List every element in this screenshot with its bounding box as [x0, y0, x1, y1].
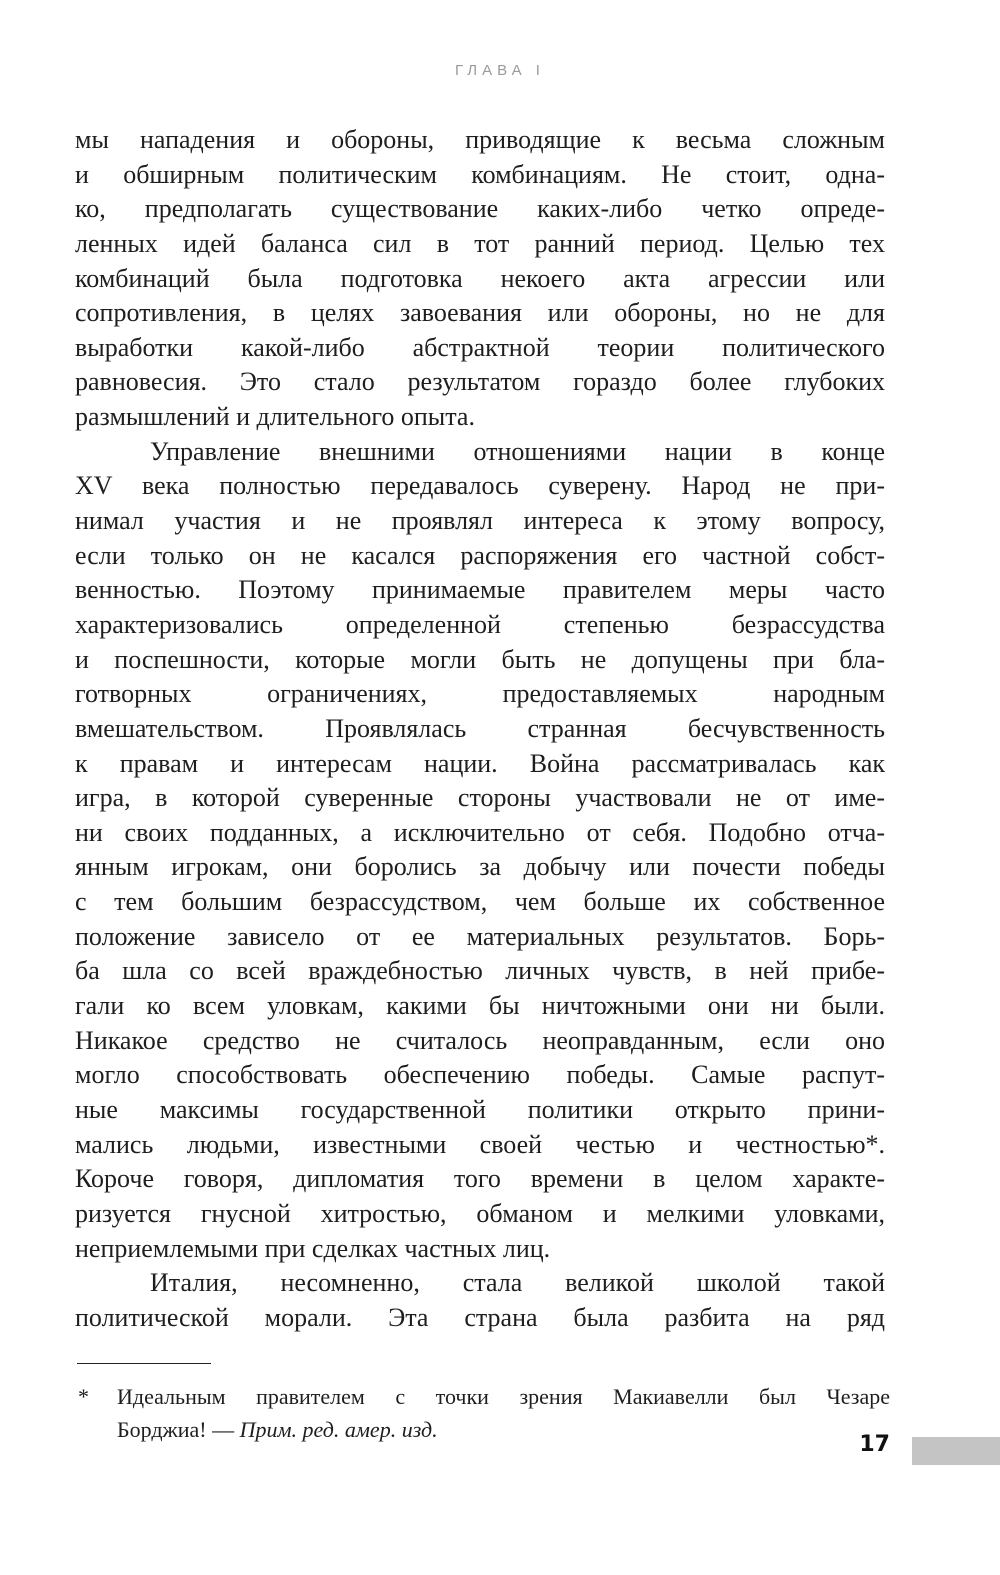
footnote-line — [75, 1413, 890, 1446]
text-line: ба шла со всей враждебностью личных чувств, в ней прибе- — [75, 956, 885, 986]
text-line: положение зависело от ее материальных результатов. Борь- — [75, 921, 885, 951]
running-head: ГЛАВА I — [455, 62, 545, 79]
text-line: размышлений и длительного опыта. — [75, 402, 475, 432]
text-line: и обширным политическим комбинациям. Не стоит, одна- — [75, 159, 885, 189]
text-line: XV века полностью передавалось суверену. Народ не при- — [75, 471, 885, 501]
text-line: политической морали. Эта страна была разбита на ряд — [75, 1302, 885, 1332]
text-line: могло способствовать обеспечению победы. Самые распут- — [75, 1060, 885, 1090]
text-line: ни своих подданных, а исключительно от себя. Подобно отча- — [75, 817, 885, 847]
footnote-line: Идеальным правителем с точки зрения Макиавелли был Чезаре — [117, 1384, 890, 1409]
text-line: равновесия. Это стало результатом гораздо более глубоких — [75, 367, 885, 397]
text-line: готворных ограничениях, предоставляемых народным — [75, 679, 885, 709]
text-line: нимал участия и не проявлял интереса к этому вопросу, — [75, 506, 885, 536]
text-line: сопротивления, в целях завоевания или обороны, но не для — [75, 298, 885, 328]
text-line: вмешательством. Проявлялась странная бесчувственность — [75, 713, 885, 743]
text-line: игра, в которой суверенные стороны участвовали не от име- — [75, 783, 885, 813]
text-line: и поспешности, которые могли быть не допущены при бла- — [75, 644, 885, 674]
paragraph-first-line: Управление внешними отношениями нации в конце — [150, 436, 885, 466]
body-text — [75, 123, 885, 1335]
text-line: венностью. Поэтому принимаемые правителем меры часто — [75, 575, 885, 605]
paragraph-first-line: Италия, несомненно, стала великой школой такой — [150, 1268, 885, 1298]
text-line: комбинаций была подготовка некоего акта агрессии или — [75, 263, 885, 293]
text-line: мались людьми, известными своей честью и честностью*. — [75, 1129, 885, 1159]
footnote-divider — [77, 1363, 211, 1364]
text-line: если только он не касался распоряжения его частной собст- — [75, 540, 885, 570]
text-line: ризуется гнусной хитростью, обманом и мелкими уловками, — [75, 1198, 885, 1228]
editor-note: Прим. ред. амер. изд. — [239, 1417, 438, 1442]
footnote-marker: * — [78, 1384, 89, 1409]
text-line: характеризовались определенной степенью безрассудства — [75, 609, 885, 639]
text-line: выработки какой-либо абстрактной теории политического — [75, 332, 885, 362]
text-line: Короче говоря, дипломатия того времени в целом характе- — [75, 1164, 885, 1194]
text-line: янным игрокам, они боролись за добычу или почести победы — [75, 852, 885, 882]
footnote-text: Борджиа! — — [117, 1417, 240, 1442]
text-line: к правам и интересам нации. Война рассматривалась как — [75, 748, 885, 778]
page-number: 17 — [859, 1432, 890, 1457]
page-edge-tab — [912, 1437, 1000, 1465]
text-line: ко, предполагать существование каких-либо четко опреде- — [75, 194, 885, 224]
text-line: гали ко всем уловкам, какими бы ничтожными они ни были. — [75, 991, 885, 1021]
text-line: ленных идей баланса сил в тот ранний период. Целью тех — [75, 228, 885, 258]
text-line: мы нападения и обороны, приводящие к весьма сложным — [75, 125, 885, 154]
text-line: ные максимы государственной политики открыто прини- — [75, 1094, 885, 1124]
text-line: с тем большим безрассудством, чем больше их собственное — [75, 887, 885, 917]
text-line: неприемлемыми при сделках частных лиц. — [75, 1233, 551, 1263]
footnote — [75, 1380, 890, 1446]
text-line: Никакое средство не считалось неоправданным, если оно — [75, 1025, 885, 1055]
